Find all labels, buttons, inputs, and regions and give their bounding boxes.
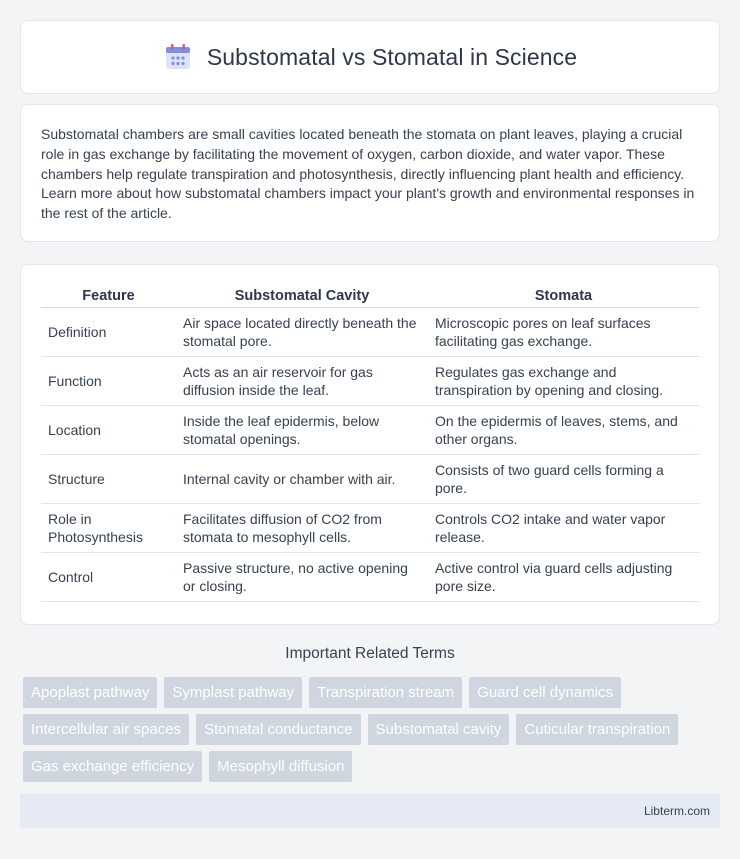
footer-site-link[interactable]: Libterm.com bbox=[643, 804, 710, 818]
column-header-substomatal: Substomatal Cavity bbox=[176, 281, 428, 308]
related-term-tag[interactable]: Apoplast pathway bbox=[23, 677, 157, 708]
table-cell: Acts as an air reservoir for gas diffusion inside the leaf. bbox=[176, 357, 428, 406]
table-cell: Microscopic pores on leaf surfaces facilitating gas exchange. bbox=[428, 308, 699, 357]
table-cell: Inside the leaf epidermis, below stomatal openings. bbox=[176, 406, 428, 455]
table-row bbox=[41, 357, 699, 406]
column-header-stomata: Stomata bbox=[428, 281, 699, 308]
table-cell: Definition bbox=[41, 308, 176, 357]
table-row bbox=[41, 553, 699, 602]
table-cell: Internal cavity or chamber with air. bbox=[176, 455, 428, 504]
table-cell: Role in Photosynthesis bbox=[41, 504, 176, 553]
related-term-tag[interactable]: Guard cell dynamics bbox=[469, 677, 621, 708]
page-footer bbox=[20, 794, 720, 828]
table-row bbox=[41, 504, 699, 553]
table-cell: On the epidermis of leaves, stems, and other organs. bbox=[428, 406, 699, 455]
intro-section bbox=[20, 104, 720, 242]
table-row bbox=[41, 406, 699, 455]
related-terms-section bbox=[20, 645, 720, 782]
related-term-tag[interactable]: Intercellular air spaces bbox=[23, 714, 189, 745]
column-header-feature: Feature bbox=[41, 281, 176, 308]
related-terms-list bbox=[20, 677, 720, 782]
table-cell: Consists of two guard cells forming a pore. bbox=[428, 455, 699, 504]
intro-text: Substomatal chambers are small cavities located beneath the stomata on plant leaves, playing a crucial role in gas exchange by facilitating the movement of oxygen, carbon dioxide, and water vapor. These chambers help regulate transpiration and photosynthesis, directly influencing plant health and efficiency. Learn more about how substomatal chambers impact your plant's growth and environmental responses in the rest of the article. bbox=[41, 126, 695, 222]
table-cell: Regulates gas exchange and transpiration by opening and closing. bbox=[428, 357, 699, 406]
related-term-tag[interactable]: Substomatal cavity bbox=[368, 714, 510, 745]
table-cell: Facilitates diffusion of CO2 from stomata to mesophyll cells. bbox=[176, 504, 428, 553]
table-cell: Active control via guard cells adjusting pore size. bbox=[428, 553, 699, 602]
related-term-tag[interactable]: Symplast pathway bbox=[164, 677, 302, 708]
table-cell: Controls CO2 intake and water vapor release. bbox=[428, 504, 699, 553]
page-header bbox=[20, 20, 720, 94]
related-term-tag[interactable]: Transpiration stream bbox=[309, 677, 462, 708]
table-cell: Control bbox=[41, 553, 176, 602]
table-cell: Location bbox=[41, 406, 176, 455]
table-row bbox=[41, 308, 699, 357]
table-cell: Function bbox=[41, 357, 176, 406]
table-header-row bbox=[41, 281, 699, 308]
related-term-tag[interactable]: Cuticular transpiration bbox=[516, 714, 678, 745]
page-title: Substomatal vs Stomatal in Science bbox=[206, 43, 578, 70]
related-term-tag[interactable]: Stomatal conductance bbox=[196, 714, 360, 745]
related-terms-title: Important Related Terms bbox=[285, 645, 455, 662]
table-row bbox=[41, 455, 699, 504]
table-cell: Air space located directly beneath the stomatal pore. bbox=[176, 308, 428, 357]
related-term-tag[interactable]: Gas exchange efficiency bbox=[23, 751, 202, 782]
calendar-icon bbox=[163, 42, 193, 72]
comparison-table bbox=[41, 281, 699, 602]
related-term-tag[interactable]: Mesophyll diffusion bbox=[209, 751, 352, 782]
comparison-table-card bbox=[20, 264, 720, 625]
table-cell: Passive structure, no active opening or closing. bbox=[176, 553, 428, 602]
table-cell: Structure bbox=[41, 455, 176, 504]
